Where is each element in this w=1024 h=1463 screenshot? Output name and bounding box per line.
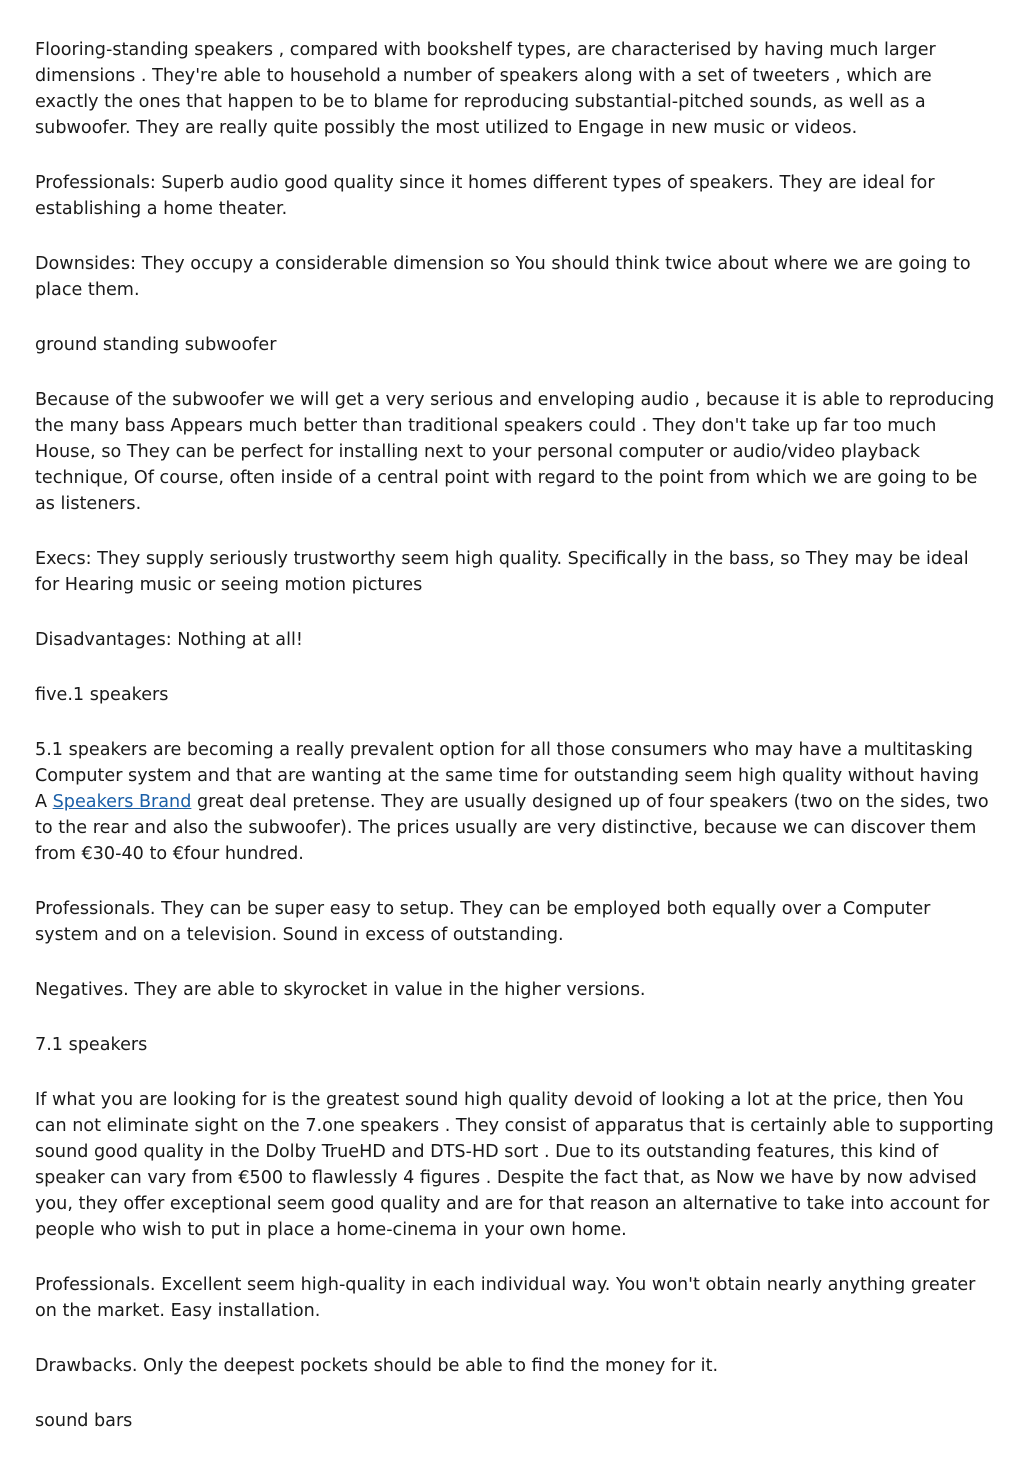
paragraph-subwoofer-description: Because of the subwoofer we will get a very serious and enveloping audio , because it is able to reproducing the many bass Appears much better than traditional speakers could . They don't take up far too much House, so They can be perfect for installing next to your personal computer or audio/video playback technique, Of course, often inside of a central point with regard to the point from which we are going to be as listeners. [35,390,995,514]
speakers-brand-link[interactable]: Speakers Brand [52,792,192,812]
paragraph-seven-one-pros: Professionals. Excellent seem high-quality in each individual way. You won't obtain nearly anything greater on the market. Easy installation. [35,1275,976,1321]
heading-five-one-speakers: five.1 speakers [35,685,169,705]
paragraph-seven-one-description: If what you are looking for is the greatest sound high quality devoid of looking a lot at the price, then You can not eliminate sight on the 7.one speakers . They consist of apparatus that is certainly able to supporting sound good quality in the Dolby TrueHD and DTS-HD sort . Due to its outstanding features, this kind of speaker can vary from €500 to flawlessly 4 figures . Despite the fact that, as Now we have by now advised you, they offer exceptional seem good quality and are for that reason an alternative to take into account for people who wish to put in place a home-cinema in your own home. [35,1090,994,1240]
paragraph-subwoofer-pros: Execs: They supply seriously trustworthy seem high quality. Specifically in the bass, so They may be ideal for Hearing music or seeing motion pictures [35,549,969,595]
paragraph-subwoofer-cons: Disadvantages: Nothing at all! [35,630,303,650]
heading-seven-one-speakers: 7.1 speakers [35,1035,148,1055]
paragraph-five-one-pros: Professionals. They can be super easy to setup. They can be employed both equally over a Computer system and on a television. Sound in excess of outstanding. [35,899,931,945]
paragraph-five-one-description [35,737,995,867]
paragraph-five-one-text-before: 5.1 speakers are becoming a really prevalent option for all those consumers who may have a multitasking Computer system and that are wanting at the same time for outstanding seem high quality without having A [35,740,980,812]
paragraph-five-one-text-after: great deal pretense. They are usually designed up of four speakers (two on the sides, two to the rear and also the subwoofer). The prices usually are very distinctive, because we can discover them from €30-40 to €four hundred. [35,792,989,864]
paragraph-floor-standing-speakers: Flooring-standing speakers , compared with bookshelf types, are characterised by having much larger dimensions . They're able to household a number of speakers along with a set of tweeters , which are exactly the ones that happen to be to blame for reproducing substantial-pitched sounds, as well as a subwoofer. They are really quite possibly the most utilized to Engage in new music or videos. [35,40,936,138]
heading-ground-standing-subwoofer: ground standing subwoofer [35,335,277,355]
document-body [35,37,995,1463]
paragraph-floor-standing-cons: Downsides: They occupy a considerable dimension so You should think twice about where we are going to place them. [35,254,971,300]
heading-sound-bars: sound bars [35,1411,133,1431]
paragraph-floor-standing-pros: Professionals: Superb audio good quality since it homes different types of speakers. They are ideal for establishing a home theater. [35,173,935,219]
paragraph-five-one-cons: Negatives. They are able to skyrocket in value in the higher versions. [35,980,646,1000]
paragraph-seven-one-cons: Drawbacks. Only the deepest pockets should be able to find the money for it. [35,1356,719,1376]
